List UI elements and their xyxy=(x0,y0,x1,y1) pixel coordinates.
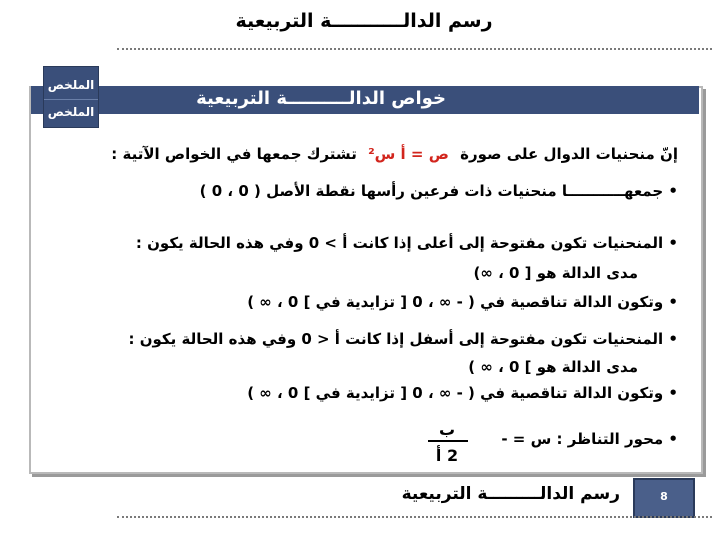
bullet-monotonic-up: • وتكون الدالة تناقصية في ( - ∞ ، 0 [ تزايدية في ] 0 ، ∞ ) xyxy=(247,293,678,311)
page-title: رسم الدالـــــــــــة التربيعية xyxy=(235,10,493,32)
intro-line xyxy=(111,145,678,163)
footer-title: رسم الدالـــــــــة التربيعية xyxy=(401,484,620,504)
page-number-box xyxy=(633,478,695,518)
tab-summary-2[interactable]: الملخص xyxy=(44,99,98,124)
bullet-vertex: • جمعهـــــــــــا منحنيات ذات فرعين رأسها نقطة الأصل ( 0 ، 0 ) xyxy=(199,182,678,200)
bullet-axis-of-symmetry: • محور التناظر : س = - xyxy=(501,430,678,448)
fraction-denominator: 2 أ xyxy=(435,446,459,465)
intro-text-after: تشترك جمعها في الخواص الآتية : xyxy=(111,145,357,163)
bullet-opens-down-range: مدى الدالة هو ] 0 ، ∞ ) xyxy=(468,358,638,376)
bottom-divider xyxy=(117,516,712,518)
panel-title: خواص الدالــــــــــة التربيعية xyxy=(196,88,446,109)
bullet-opens-down: • المنحنيات تكون مفتوحة إلى أسفل إذا كانت أ < 0 وفي هذه الحالة يكون : xyxy=(128,330,678,348)
top-divider xyxy=(117,48,712,50)
bullet-opens-up-range: مدى الدالة هو [ 0 ، ∞) xyxy=(473,264,638,282)
fraction-bar xyxy=(428,440,468,442)
summary-tabs xyxy=(43,66,99,128)
fraction-numerator: ب xyxy=(438,420,456,439)
page-number: 8 xyxy=(660,490,668,503)
intro-text-before: إنّ منحنيات الدوال على صورة xyxy=(460,145,678,163)
bullet-monotonic-down: • وتكون الدالة تناقصية في ( - ∞ ، 0 [ تزايدية في ] 0 ، ∞ ) xyxy=(247,384,678,402)
tab-summary-1[interactable]: الملخص xyxy=(47,78,95,92)
intro-formula: ص = أ س² xyxy=(368,145,449,163)
bullet-opens-up: • المنحنيات تكون مفتوحة إلى أعلى إذا كانت أ > 0 وفي هذه الحالة يكون : xyxy=(135,234,678,252)
